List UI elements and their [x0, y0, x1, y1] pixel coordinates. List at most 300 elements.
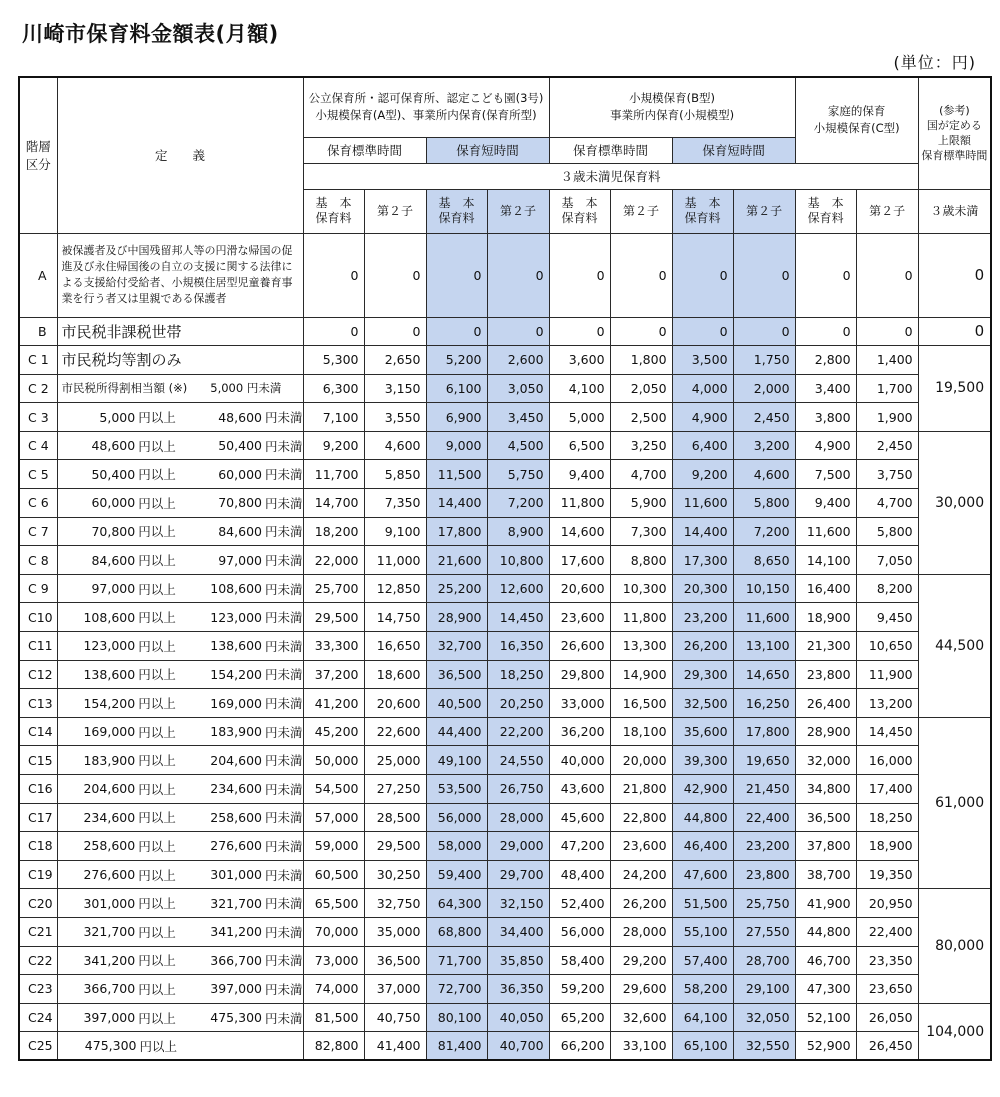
fee-cell: 14,750: [364, 603, 426, 632]
fee-cell: 0: [303, 233, 364, 317]
fee-cell: 35,600: [672, 717, 733, 746]
fee-cell: 44,400: [426, 717, 487, 746]
fee-cell: 0: [487, 233, 549, 317]
fee-cell: 73,000: [303, 946, 364, 975]
fee-cell: 7,200: [733, 517, 795, 546]
reference-limit-cell: 61,000: [918, 717, 991, 889]
range-amount: 60,000: [218, 466, 262, 482]
range-unit: 円未満: [264, 610, 303, 626]
table-row: [19, 403, 991, 432]
fee-cell: 14,700: [303, 489, 364, 518]
range-amount: 258,600: [83, 838, 136, 854]
range-unit: 円以上: [138, 495, 176, 511]
range-amount: 154,200: [83, 695, 136, 711]
fee-cell: 22,400: [733, 803, 795, 832]
fee-cell: 0: [795, 233, 856, 317]
fee-cell: 9,200: [672, 460, 733, 489]
definition-header: 定 義: [57, 77, 303, 233]
definition-cell: [57, 832, 303, 861]
fee-cell: 7,350: [364, 489, 426, 518]
b-short-basic-header: 基 本 保育料: [672, 189, 733, 233]
fee-cell: 34,400: [487, 917, 549, 946]
fee-cell: 26,600: [549, 632, 610, 661]
definition-cell: [57, 574, 303, 603]
fee-cell: 32,700: [426, 632, 487, 661]
table-row: [19, 632, 991, 661]
fee-cell: 2,500: [610, 403, 672, 432]
reference-limit-cell: 0: [918, 317, 991, 346]
fee-cell: 7,500: [795, 460, 856, 489]
range-amount: 183,900: [83, 752, 136, 768]
table-row: [19, 1003, 991, 1032]
fee-cell: 2,650: [364, 346, 426, 375]
fee-cell: 0: [610, 317, 672, 346]
fee-cell: 68,800: [426, 917, 487, 946]
range-amount: 475,300: [210, 1010, 262, 1026]
range-unit: 円以上: [138, 810, 176, 826]
definition-cell: [57, 946, 303, 975]
fee-cell: 49,100: [426, 746, 487, 775]
range-amount: 70,800: [218, 495, 262, 511]
table-row: [19, 233, 991, 317]
fee-cell: 6,500: [549, 431, 610, 460]
definition-cell: 市民税所得割相当額 (※) 5,000 円未満: [57, 374, 303, 403]
reference-limit-cell: 30,000: [918, 431, 991, 574]
level-cell: C 4: [19, 431, 57, 460]
fee-cell: 8,900: [487, 517, 549, 546]
reference-limit-cell: 0: [918, 233, 991, 317]
table-row: [19, 346, 991, 375]
range-amount: 276,600: [83, 867, 136, 883]
range-amount: 366,700: [210, 952, 262, 968]
range-unit: 円未満: [264, 1010, 303, 1026]
fee-cell: 3,200: [733, 431, 795, 460]
range-unit: 円未満: [264, 638, 303, 654]
fee-cell: 2,050: [610, 374, 672, 403]
level-cell: C23: [19, 975, 57, 1004]
fee-cell: 32,050: [733, 1003, 795, 1032]
fee-cell: 0: [856, 317, 918, 346]
fee-cell: 5,300: [303, 346, 364, 375]
level-cell: C13: [19, 689, 57, 718]
definition-cell: [57, 975, 303, 1004]
fee-cell: 56,000: [549, 917, 610, 946]
fee-cell: 16,250: [733, 689, 795, 718]
fee-cell: 23,600: [549, 603, 610, 632]
ref-under3-header: ３歳未満: [918, 189, 991, 233]
fee-cell: 5,800: [733, 489, 795, 518]
fee-cell: 22,800: [610, 803, 672, 832]
table-row: [19, 717, 991, 746]
fee-cell: 17,300: [672, 546, 733, 575]
range-amount: 84,600: [91, 552, 136, 568]
fee-cell: 0: [426, 317, 487, 346]
fee-cell: 51,500: [672, 889, 733, 918]
fee-cell: 9,000: [426, 431, 487, 460]
fee-cell: 0: [610, 233, 672, 317]
fee-cell: 0: [733, 317, 795, 346]
definition-cell: [57, 460, 303, 489]
range-amount: 366,700: [83, 981, 136, 997]
fee-cell: 28,000: [487, 803, 549, 832]
range-unit: 円以上: [138, 438, 176, 454]
fee-cell: 1,400: [856, 346, 918, 375]
level-cell: C15: [19, 746, 57, 775]
fee-cell: 28,000: [610, 917, 672, 946]
level-cell: C24: [19, 1003, 57, 1032]
range-amount: 97,000: [91, 581, 136, 597]
fee-cell: 29,500: [303, 603, 364, 632]
fee-cell: 18,600: [364, 660, 426, 689]
fee-cell: 55,100: [672, 917, 733, 946]
range-unit: 円以上: [138, 553, 176, 569]
fee-cell: 65,200: [549, 1003, 610, 1032]
fee-cell: 28,700: [733, 946, 795, 975]
fee-cell: 20,000: [610, 746, 672, 775]
fee-cell: 11,900: [856, 660, 918, 689]
level-cell: C 2: [19, 374, 57, 403]
fee-cell: 0: [672, 233, 733, 317]
fee-cell: 0: [364, 233, 426, 317]
fee-cell: 23,800: [795, 660, 856, 689]
fee-cell: 23,650: [856, 975, 918, 1004]
range-amount: 321,700: [210, 895, 262, 911]
level-cell: B: [19, 317, 57, 346]
range-unit: 円以上: [138, 724, 176, 740]
fee-cell: 22,200: [487, 717, 549, 746]
table-row: [19, 889, 991, 918]
fee-cell: 54,500: [303, 775, 364, 804]
fee-cell: 50,000: [303, 746, 364, 775]
range-amount: 84,600: [218, 523, 262, 539]
range-amount: 154,200: [210, 666, 262, 682]
level-cell: C 5: [19, 460, 57, 489]
range-unit: 円以上: [138, 667, 176, 683]
definition-cell: [57, 660, 303, 689]
fee-cell: 39,300: [672, 746, 733, 775]
fee-cell: 5,200: [426, 346, 487, 375]
fee-cell: 13,100: [733, 632, 795, 661]
level-cell: C21: [19, 917, 57, 946]
fee-cell: 72,700: [426, 975, 487, 1004]
fee-cell: 43,600: [549, 775, 610, 804]
range-amount: 169,000: [83, 724, 136, 740]
fee-cell: 23,200: [733, 832, 795, 861]
fee-cell: 20,950: [856, 889, 918, 918]
table-row: [19, 374, 991, 403]
fee-cell: 5,800: [856, 517, 918, 546]
fee-cell: 52,100: [795, 1003, 856, 1032]
fee-cell: 3,150: [364, 374, 426, 403]
fee-cell: 19,650: [733, 746, 795, 775]
fee-cell: 57,400: [672, 946, 733, 975]
fee-cell: 46,400: [672, 832, 733, 861]
range-amount: 301,000: [210, 867, 262, 883]
fee-cell: 42,900: [672, 775, 733, 804]
fee-cell: 22,400: [856, 917, 918, 946]
range-amount: 123,000: [83, 638, 136, 654]
fee-cell: 37,800: [795, 832, 856, 861]
fee-cell: 59,400: [426, 860, 487, 889]
fee-cell: 36,500: [426, 660, 487, 689]
range-unit: 円以上: [139, 1038, 178, 1054]
fee-cell: 12,850: [364, 574, 426, 603]
fee-cell: 0: [487, 317, 549, 346]
range-unit: 円以上: [138, 981, 176, 997]
under3-fee-header: ３歳未満児保育料: [303, 163, 918, 189]
fee-cell: 34,800: [795, 775, 856, 804]
level-cell: C 3: [19, 403, 57, 432]
range-unit: 円以上: [138, 581, 176, 597]
level-cell: C25: [19, 1032, 57, 1061]
table-row: [19, 603, 991, 632]
reference-limit-cell: 19,500: [918, 346, 991, 432]
level-cell: C18: [19, 832, 57, 861]
fee-cell: 13,200: [856, 689, 918, 718]
fee-cell: 29,800: [549, 660, 610, 689]
fee-cell: 14,900: [610, 660, 672, 689]
fee-cell: 11,800: [549, 489, 610, 518]
c-second-header: 第２子: [856, 189, 918, 233]
fee-cell: 4,900: [795, 431, 856, 460]
fee-cell: 0: [795, 317, 856, 346]
fee-cell: 16,650: [364, 632, 426, 661]
fee-cell: 11,600: [733, 603, 795, 632]
fee-cell: 23,600: [610, 832, 672, 861]
range-amount: 108,600: [83, 609, 136, 625]
table-row: [19, 917, 991, 946]
range-unit: 円未満: [264, 724, 303, 740]
definition-cell: [57, 403, 303, 432]
fee-cell: 59,000: [303, 832, 364, 861]
fee-cell: 14,450: [856, 717, 918, 746]
fee-cell: 14,100: [795, 546, 856, 575]
fee-cell: 18,200: [303, 517, 364, 546]
fee-cell: 40,000: [549, 746, 610, 775]
range-unit: 円以上: [138, 1010, 176, 1026]
fee-cell: 10,800: [487, 546, 549, 575]
fee-cell: 18,250: [487, 660, 549, 689]
fee-cell: 32,000: [795, 746, 856, 775]
fee-cell: 29,500: [364, 832, 426, 861]
fee-cell: 17,400: [856, 775, 918, 804]
fee-cell: 2,000: [733, 374, 795, 403]
fee-cell: 11,600: [795, 517, 856, 546]
fee-cell: 71,700: [426, 946, 487, 975]
fee-cell: 16,000: [856, 746, 918, 775]
fee-cell: 65,100: [672, 1032, 733, 1061]
table-row: [19, 860, 991, 889]
fee-cell: 10,150: [733, 574, 795, 603]
fee-cell: 17,800: [426, 517, 487, 546]
fee-cell: 23,350: [856, 946, 918, 975]
range-unit: 円以上: [138, 924, 176, 940]
range-unit: 円未満: [264, 667, 303, 683]
fee-cell: 2,800: [795, 346, 856, 375]
table-row: [19, 660, 991, 689]
fee-cell: 22,000: [303, 546, 364, 575]
definition-cell: [57, 746, 303, 775]
fee-cell: 3,050: [487, 374, 549, 403]
fee-cell: 7,100: [303, 403, 364, 432]
range-amount: 50,400: [91, 466, 136, 482]
fee-cell: 40,700: [487, 1032, 549, 1061]
table-row: [19, 803, 991, 832]
fee-cell: 64,300: [426, 889, 487, 918]
fee-cell: 40,750: [364, 1003, 426, 1032]
fee-cell: 9,200: [303, 431, 364, 460]
range-unit: 円以上: [138, 696, 176, 712]
fee-cell: 2,600: [487, 346, 549, 375]
fee-cell: 66,200: [549, 1032, 610, 1061]
fee-cell: 36,500: [795, 803, 856, 832]
fee-cell: 23,800: [733, 860, 795, 889]
range-unit: 円以上: [138, 867, 176, 883]
fee-cell: 33,300: [303, 632, 364, 661]
range-amount: 48,600: [91, 438, 136, 454]
level-cell: C12: [19, 660, 57, 689]
fee-cell: 13,300: [610, 632, 672, 661]
a-std-second-header: 第２子: [364, 189, 426, 233]
a-short-header: 保育短時間: [426, 137, 549, 163]
fee-cell: 70,000: [303, 917, 364, 946]
range-amount: 138,600: [210, 638, 262, 654]
fee-cell: 33,100: [610, 1032, 672, 1061]
fee-cell: 18,900: [856, 832, 918, 861]
fee-cell: 3,750: [856, 460, 918, 489]
fee-cell: 7,300: [610, 517, 672, 546]
page-title: 川崎市保育料金額表(月額): [22, 22, 279, 46]
fee-cell: 38,700: [795, 860, 856, 889]
fee-cell: 32,150: [487, 889, 549, 918]
fee-cell: 1,750: [733, 346, 795, 375]
fee-cell: 9,450: [856, 603, 918, 632]
fee-cell: 7,050: [856, 546, 918, 575]
fee-cell: 29,000: [487, 832, 549, 861]
range-unit: 円未満: [264, 753, 303, 769]
fee-cell: 14,450: [487, 603, 549, 632]
range-amount: 169,000: [210, 695, 262, 711]
definition-cell: [57, 917, 303, 946]
fee-cell: 9,400: [795, 489, 856, 518]
reference-header: (参考) 国が定める 上限額 保育標準時間: [918, 77, 991, 189]
fee-cell: 6,900: [426, 403, 487, 432]
fee-cell: 32,500: [672, 689, 733, 718]
fee-cell: 4,600: [364, 431, 426, 460]
table-row: [19, 775, 991, 804]
definition-cell: [57, 489, 303, 518]
fee-cell: 44,800: [795, 917, 856, 946]
range-amount: 123,000: [210, 609, 262, 625]
b-short-second-header: 第２子: [733, 189, 795, 233]
fee-cell: 36,200: [549, 717, 610, 746]
definition-cell: [57, 603, 303, 632]
fee-cell: 5,900: [610, 489, 672, 518]
b-short-header: 保育短時間: [672, 137, 795, 163]
fee-cell: 20,600: [549, 574, 610, 603]
range-unit: 円未満: [264, 867, 303, 883]
range-amount: 258,600: [210, 809, 262, 825]
level-cell: C 8: [19, 546, 57, 575]
range-amount: 234,600: [210, 781, 262, 797]
fee-cell: 26,200: [610, 889, 672, 918]
fee-cell: 16,500: [610, 689, 672, 718]
fee-cell: 20,250: [487, 689, 549, 718]
range-unit: 円未満: [264, 696, 303, 712]
range-amount: 475,300: [84, 1038, 137, 1054]
definition-cell: [57, 632, 303, 661]
fee-cell: 41,900: [795, 889, 856, 918]
fee-cell: 0: [303, 317, 364, 346]
fee-cell: 5,850: [364, 460, 426, 489]
level-cell: C14: [19, 717, 57, 746]
definition-cell: 市民税均等割のみ: [57, 346, 303, 375]
range-unit: 円未満: [264, 438, 303, 454]
fee-cell: 18,900: [795, 603, 856, 632]
fee-cell: 28,900: [795, 717, 856, 746]
fee-cell: 44,800: [672, 803, 733, 832]
fee-cell: 26,750: [487, 775, 549, 804]
range-amount: 108,600: [210, 581, 262, 597]
fee-cell: 80,100: [426, 1003, 487, 1032]
fee-cell: 11,700: [303, 460, 364, 489]
range-unit: 円以上: [138, 838, 176, 854]
range-amount: 97,000: [218, 552, 262, 568]
fee-cell: 25,200: [426, 574, 487, 603]
fee-cell: 16,350: [487, 632, 549, 661]
table-row: [19, 975, 991, 1004]
fee-cell: 3,500: [672, 346, 733, 375]
fee-cell: 47,600: [672, 860, 733, 889]
reference-limit-cell: 104,000: [918, 1003, 991, 1060]
table-row: [19, 489, 991, 518]
table-row: [19, 746, 991, 775]
fee-cell: 3,550: [364, 403, 426, 432]
fee-cell: 58,000: [426, 832, 487, 861]
fee-cell: 81,500: [303, 1003, 364, 1032]
fee-cell: 20,600: [364, 689, 426, 718]
range-unit: 円以上: [138, 953, 176, 969]
level-cell: C22: [19, 946, 57, 975]
range-amount: 234,600: [83, 809, 136, 825]
table-row: [19, 431, 991, 460]
range-unit: 円未満: [264, 838, 303, 854]
fee-cell: 64,100: [672, 1003, 733, 1032]
table-row: [19, 517, 991, 546]
level-cell: C 6: [19, 489, 57, 518]
fee-cell: 14,400: [672, 517, 733, 546]
definition-cell: [57, 1003, 303, 1032]
level-cell: C10: [19, 603, 57, 632]
fee-cell: 1,900: [856, 403, 918, 432]
fee-cell: 41,400: [364, 1032, 426, 1061]
fee-cell: 3,450: [487, 403, 549, 432]
fee-cell: 20,300: [672, 574, 733, 603]
fee-cell: 8,650: [733, 546, 795, 575]
fee-cell: 37,200: [303, 660, 364, 689]
range-amount: 5,000: [99, 409, 136, 425]
fee-cell: 0: [856, 233, 918, 317]
range-unit: 円未満: [264, 581, 303, 597]
fee-cell: 33,000: [549, 689, 610, 718]
fee-cell: 25,700: [303, 574, 364, 603]
fee-cell: 18,250: [856, 803, 918, 832]
fee-cell: 0: [364, 317, 426, 346]
a-standard-header: 保育標準時間: [303, 137, 426, 163]
fee-cell: 28,500: [364, 803, 426, 832]
fee-cell: 59,200: [549, 975, 610, 1004]
range-amount: 341,200: [210, 924, 262, 940]
